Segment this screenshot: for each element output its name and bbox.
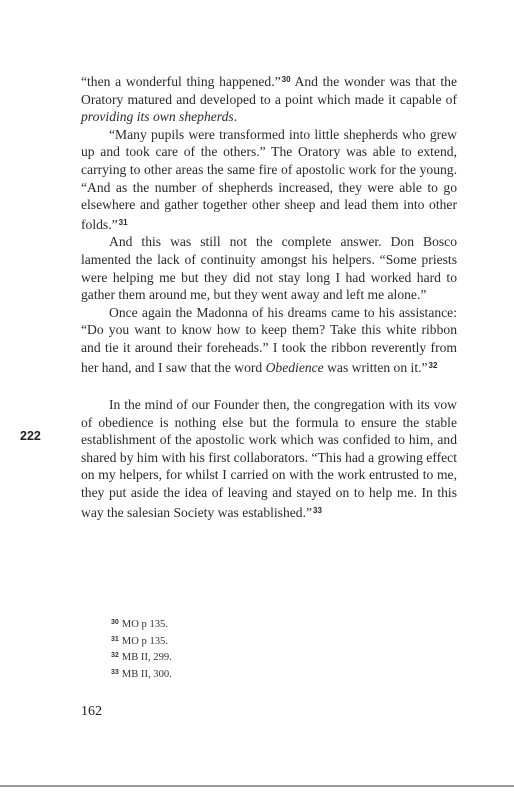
footnote-number: 32 <box>111 652 119 660</box>
footnote-text: MB II, 300. <box>121 668 172 680</box>
footnote-text: MO p 135. <box>121 619 168 630</box>
footnote-text: MB II, 299. <box>121 652 172 664</box>
italic-text: providing its own shepherds <box>81 109 234 125</box>
text-run: And the wonder was that the Oratory matured and developed to a point which made it capable of <box>81 74 457 107</box>
footnote <box>111 616 172 633</box>
bottom-rule <box>0 785 514 787</box>
footnotes <box>111 616 172 682</box>
footnote <box>111 633 172 650</box>
footnote <box>111 649 172 666</box>
text-run: . <box>233 109 238 125</box>
footnote-text: MO p 135. <box>121 635 168 647</box>
text-run: was written on it.” <box>323 359 428 375</box>
paragraph <box>81 304 457 376</box>
footnote-reference: 31 <box>118 217 128 227</box>
footnote-reference: 33 <box>313 505 322 515</box>
text-run: “Many pupils were transformed into little shepherds who grew up and took care of the others.” The Oratory was able to extend, carrying to other areas the same fire of apostolic work for the young. “And as the number of shepherds increased, they were able to go elsewhere and gather together other sheep and lead them into other folds.” <box>81 126 457 232</box>
footnote-number: 33 <box>111 668 119 676</box>
text-run: Once again the Madonna of his dreams came to his assistance: “Do you want to know how to keep them? Take this white ribbon and tie it around their foreheads.” I took the ribbon reverently from her hand, and I saw that the word <box>81 304 457 375</box>
body-text <box>81 71 457 521</box>
footnote <box>111 666 172 683</box>
text-run: In the mind of our Founder then, the congregation with its vow of obedience is nothing else but the formula to ensure the stable establishment of the apostolic work which was confided to him, and shared by him with his first collaborators. “This had a growing effect on my helpers, for whilst I carried on with the work entrusted to me, they put aside the idea of leaving and stayed on to help me. In this way the salesian Society was established.” <box>81 397 457 520</box>
footnote-number: 31 <box>111 635 119 643</box>
footnote-reference: 30 <box>281 75 291 84</box>
paragraph <box>81 126 457 234</box>
paragraph <box>81 233 457 303</box>
page-number: 162 <box>81 704 102 719</box>
paragraph <box>81 396 457 521</box>
italic-text: Obedience <box>265 359 324 375</box>
paragraph <box>81 71 457 126</box>
margin-paragraph-number: 222 <box>20 429 41 443</box>
text-run: “then a wonderful thing happened.” <box>81 74 281 89</box>
footnote-number: 30 <box>111 619 119 626</box>
text-run: And this was still not the complete answer. Don Bosco lamented the lack of continuity amongst his helpers. “Some priests were helping me but they did not stay long I had worked hard to gather them around me, but they went away and left me alone.” <box>81 234 457 303</box>
footnote-reference: 32 <box>428 360 438 370</box>
